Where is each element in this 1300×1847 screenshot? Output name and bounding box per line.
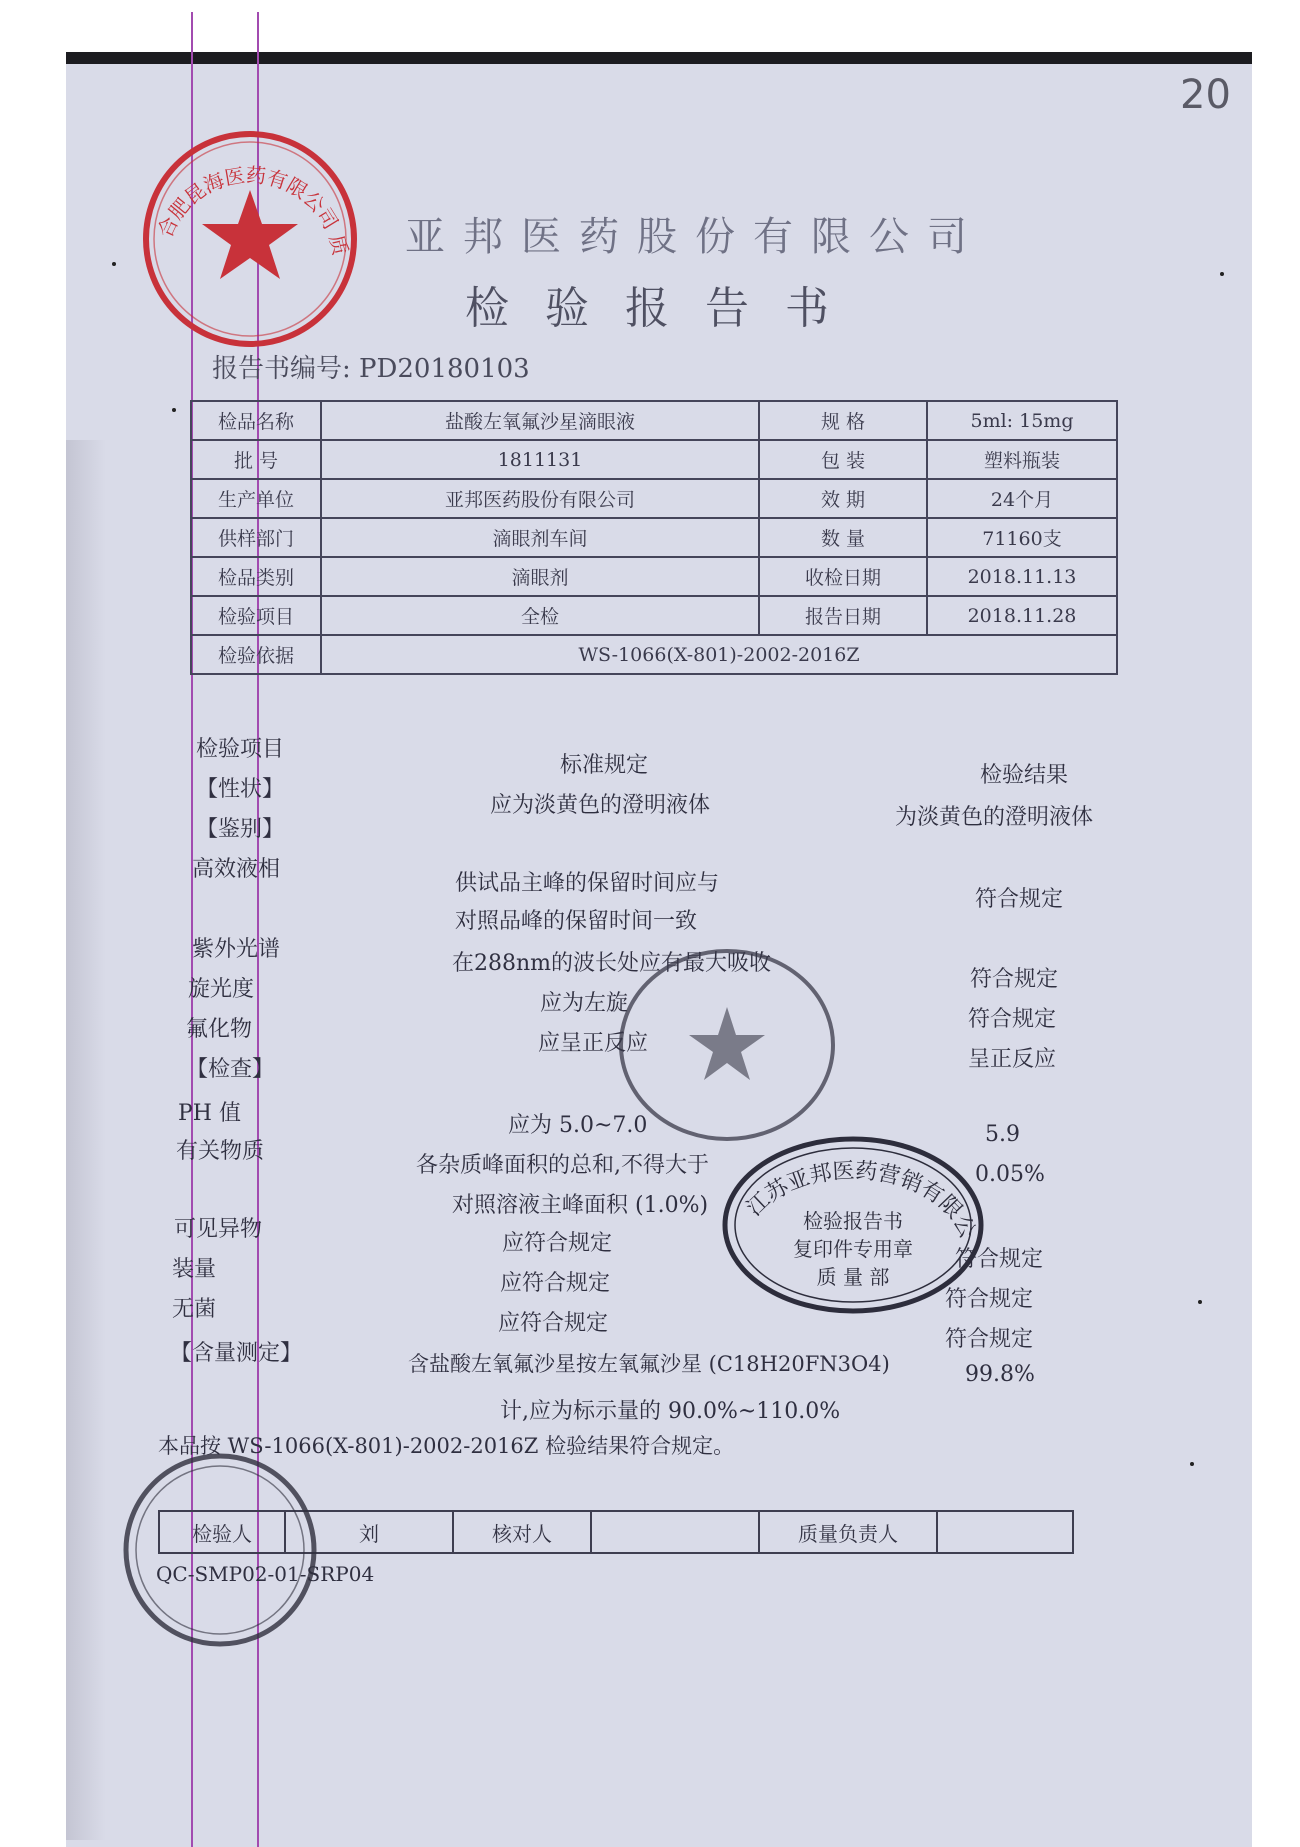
- signature-value: [937, 1511, 1073, 1553]
- table-label: 效 期: [759, 479, 927, 518]
- item-result: 符合规定: [945, 1327, 1034, 1352]
- table-label: 收检日期: [759, 557, 927, 596]
- item-label: 可见异物: [174, 1217, 263, 1242]
- inspection-seal-stamp: [120, 1450, 320, 1650]
- table-value: 2018.11.13: [927, 557, 1117, 596]
- table-value: 塑料瓶装: [927, 440, 1117, 479]
- item-label: 装量: [172, 1257, 217, 1282]
- stamp-text: 复印件专用章: [793, 1237, 913, 1261]
- table-label: 生产单位: [191, 479, 321, 518]
- item-label: 【性状】: [196, 777, 285, 802]
- table-value: 亚邦医药股份有限公司: [321, 479, 759, 518]
- item-result: 符合规定: [955, 1247, 1044, 1272]
- col-result-header: 检验结果: [980, 763, 1069, 788]
- item-standard: 应符合规定: [502, 1231, 613, 1256]
- table-value: 5ml: 15mg: [927, 401, 1117, 440]
- table-row: [191, 518, 1117, 557]
- stamp-text: 江苏亚邦医药营销有限公: [742, 1158, 980, 1243]
- item-label: 【鉴别】: [196, 817, 285, 842]
- report-title: 检验报告书: [465, 283, 865, 334]
- scan-dot: [112, 262, 116, 266]
- page-number: 20: [1180, 72, 1231, 118]
- report-number: PD20180103: [359, 354, 530, 384]
- item-result: 符合规定: [970, 967, 1059, 992]
- scan-dot: [1190, 1462, 1194, 1466]
- table-value: 滴眼剂: [321, 557, 759, 596]
- report-number-row: [212, 348, 530, 385]
- table-label: 批 号: [191, 440, 321, 479]
- item-result: 0.05%: [975, 1162, 1045, 1187]
- item-standard: 各杂质峰面积的总和,不得大于: [416, 1153, 709, 1178]
- item-label: 高效液相: [192, 857, 281, 882]
- item-standard: 应为左旋: [540, 991, 629, 1016]
- table-row: [191, 635, 1117, 674]
- item-label: 有关物质: [176, 1139, 265, 1164]
- table-label: 供样部门: [191, 518, 321, 557]
- table-label: 规 格: [759, 401, 927, 440]
- col-standard-header: 标准规定: [560, 753, 649, 778]
- item-label: 旋光度: [188, 977, 255, 1002]
- item-result: 呈正反应: [968, 1047, 1057, 1072]
- company-name: 亚邦医药股份有限公司: [405, 214, 985, 260]
- item-standard: 应为 5.0~7.0: [508, 1113, 648, 1138]
- seal-text: 合肥昆海医药有限公司 质: [152, 162, 353, 258]
- scan-shadow: [66, 440, 106, 1840]
- item-label: 氟化物: [186, 1017, 253, 1042]
- item-result: 99.8%: [965, 1362, 1035, 1387]
- table-label: 检验依据: [191, 635, 321, 674]
- item-result: 5.9: [985, 1122, 1020, 1147]
- table-value: 全检: [321, 596, 759, 635]
- report-number-label: 报告书编号:: [212, 354, 351, 384]
- signature-label: 质量负责人: [759, 1511, 937, 1553]
- col-item-header: 检验项目: [196, 737, 285, 762]
- table-label: 数 量: [759, 518, 927, 557]
- table-row: [191, 401, 1117, 440]
- item-label: 无菌: [172, 1297, 217, 1322]
- signature-label: 核对人: [453, 1511, 591, 1553]
- table-row: [191, 596, 1117, 635]
- table-value: 71160支: [927, 518, 1117, 557]
- table-row: [191, 440, 1117, 479]
- item-label: 【含量测定】: [170, 1341, 303, 1366]
- item-result: 符合规定: [945, 1287, 1034, 1312]
- item-label: PH 值: [178, 1101, 241, 1126]
- table-value: WS-1066(X-801)-2002-2016Z: [321, 635, 1117, 674]
- conclusion: 本品按 WS-1066(X-801)-2002-2016Z 检验结果符合规定。: [158, 1434, 735, 1458]
- item-label: 紫外光谱: [192, 937, 281, 962]
- table-label: 检验项目: [191, 596, 321, 635]
- item-result: 符合规定: [968, 1007, 1057, 1032]
- table-value: 盐酸左氧氟沙星滴眼液: [321, 401, 759, 440]
- item-result: 符合规定: [975, 887, 1064, 912]
- table-value: 2018.11.28: [927, 596, 1117, 635]
- stamp-text: 质 量 部: [816, 1265, 890, 1289]
- signature-label: 检验人: [159, 1511, 285, 1553]
- table-value: 滴眼剂车间: [321, 518, 759, 557]
- item-standard: 含盐酸左氧氟沙星按左氧氟沙星 (C18H20FN3O4): [408, 1352, 890, 1376]
- item-standard: 供试品主峰的保留时间应与: [455, 871, 720, 896]
- signature-value: 刘: [285, 1511, 453, 1553]
- scan-dot: [1198, 1300, 1202, 1304]
- doc-code: QC-SMP02-01-SRP04: [156, 1562, 375, 1586]
- table-label: 包 装: [759, 440, 927, 479]
- item-standard: 在288nm的波长处应有最大吸收: [452, 951, 772, 976]
- table-row: [191, 557, 1117, 596]
- stamp-text: 检验报告书: [803, 1209, 903, 1233]
- item-label: 【检查】: [186, 1057, 275, 1082]
- item-standard: 应呈正反应: [538, 1031, 649, 1056]
- item-result: 为淡黄色的澄明液体: [895, 805, 1094, 830]
- item-standard: 对照品峰的保留时间一致: [455, 909, 698, 934]
- table-row: [191, 479, 1117, 518]
- table-label: 检品类别: [191, 557, 321, 596]
- item-standard: 应符合规定: [498, 1311, 609, 1336]
- signature-value: [591, 1511, 759, 1553]
- table-value: 24个月: [927, 479, 1117, 518]
- company-oval-stamp: [718, 1130, 988, 1320]
- round-qc-stamp: [615, 945, 840, 1145]
- scan-dot: [172, 408, 176, 412]
- item-standard: 对照溶液主峰面积 (1.0%): [452, 1193, 709, 1218]
- item-standard: 应符合规定: [500, 1271, 611, 1296]
- scan-dot: [1220, 272, 1224, 276]
- item-standard: 计,应为标示量的 90.0%~110.0%: [500, 1399, 841, 1424]
- table-value: 1811131: [321, 440, 759, 479]
- table-label: 报告日期: [759, 596, 927, 635]
- table-label: 检品名称: [191, 401, 321, 440]
- red-seal-stamp: [140, 128, 360, 350]
- sample-info-table: [190, 400, 1118, 675]
- item-standard: 应为淡黄色的澄明液体: [490, 793, 711, 818]
